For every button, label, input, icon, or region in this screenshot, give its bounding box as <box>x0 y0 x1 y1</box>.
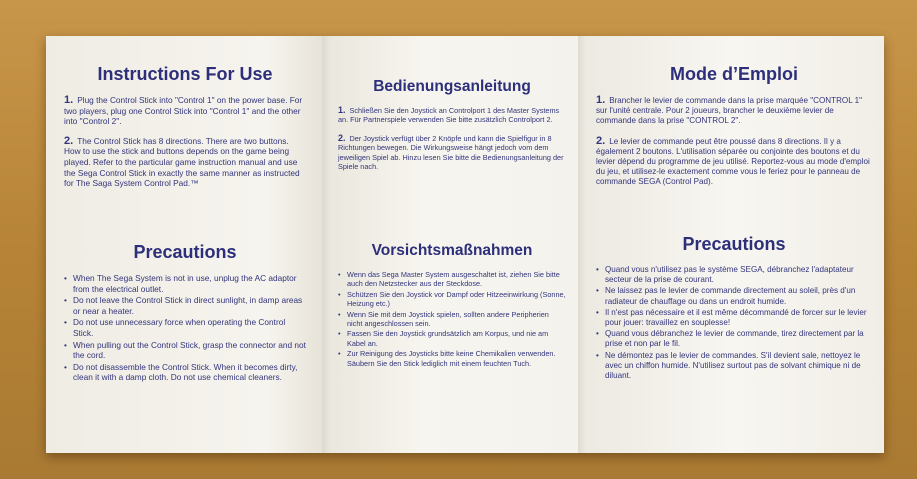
list-item: • Fassen Sie den Joystick grundsätzlich am Korpus, und nie am Kabel an. <box>338 329 566 348</box>
list-item: • Ne laissez pas le levier de commande directement au soleil, près d'un radiateur de chauffage ou dans un endroit humide. <box>596 286 872 306</box>
list-item: • Quand vous débranchez le levier de commande, tirez directement par la prise et non par le fil. <box>596 329 872 349</box>
step-number: 1. <box>596 94 606 106</box>
list-item: • Quand vous n'utilisez pas le système SEGA, débranchez l'adaptateur secteur de la prise de courant. <box>596 265 872 285</box>
precautions-title: Vorsichtsmaßnahmen <box>371 242 533 259</box>
mode-emploi-title: Mode d’Emploi <box>670 64 798 84</box>
precautions-section <box>322 242 578 369</box>
panel-english <box>46 36 322 453</box>
precautions-list <box>338 270 566 368</box>
step-number: 1. <box>64 94 74 106</box>
list-item: • Schützen Sie den Joystick vor Dampf oder Hitzeeinwirkung (Sonne, Heizung etc.) <box>338 290 566 309</box>
step-text: The Control Stick has 8 directions. There are two buttons. How to use the stick and buttons depends on the game being played. Refer to the particular game instruction manual and use the Sega Control Stick in exactly the same manner as instructed for The Saga System Control Pad.™ <box>64 135 300 189</box>
step-text: Plug the Control Stick into "Control 1" on the power base. For two players, plug one Control Stick into "Control 1" and the other into "Control 2". <box>64 95 303 127</box>
step-2 <box>64 136 306 189</box>
instruction-leaflet <box>46 36 884 453</box>
list-item: • Do not disassemble the Control Stick. When it becomes dirty, clean it with a damp cloth. Do not use chemical cleaners. <box>64 362 306 383</box>
step-text: Brancher le levier de commande dans la prise marquée "CONTROL 1" sur l'unité centrale. Pour 2 joueurs, brancher le deuxième levier de commande dans la prise "CONTROL 2". <box>596 96 863 126</box>
step-1 <box>64 95 306 127</box>
precautions-section <box>578 234 884 382</box>
panel-german <box>322 36 578 453</box>
bedienungsanleitung-title: Bedienungsanleitung <box>373 78 531 95</box>
list-item: • Wenn das Sega Master System ausgeschaltet ist, ziehen Sie bitte auch den Netzstecker aus der Steckdose. <box>338 270 566 289</box>
step-text: Schließen Sie den Joystick an Controlport 1 des Master Systems an. Für Partnerspiele verwenden Sie bitte zusätzlich Controlport 2. <box>338 106 560 125</box>
step-number: 1. <box>338 105 346 115</box>
precautions-title: Precautions <box>133 242 237 262</box>
list-item: • Do not use unnecessary force when operating the Control Stick. <box>64 317 306 338</box>
list-item: • Ne démontez pas le levier de commandes. S'il devient sale, nettoyez le avec un chiffon humide. N'utilisez surtout pas de solvant chimique ni de diluant. <box>596 351 872 382</box>
instructions-title: Instructions For Use <box>97 64 273 84</box>
precautions-list <box>64 273 306 383</box>
panel-french <box>578 36 884 453</box>
list-item: • Zur Reinigung des Joysticks bitte keine Chemikalien verwenden. Säubern Sie den Stick lediglich mit einem feuchten Tuch. <box>338 349 566 368</box>
step-number: 2. <box>596 134 606 147</box>
instructions-steps <box>338 106 566 171</box>
step-number: 2. <box>64 134 74 147</box>
precautions-section <box>46 242 322 384</box>
instructions-steps <box>596 95 872 188</box>
precautions-title: Precautions <box>682 234 786 254</box>
step-text: Le levier de commande peut être poussé dans 8 directions. Il y a également 2 boutons. L'utilisation séparée ou conjointe des boutons et du levier dépend du programme de jeu utilisé. Reportez-vous au mode d'emploi du jeu, et utilisez-le exactement comme vous le feriez pour le panneau de commande SEGA (Control Pad). <box>596 136 870 187</box>
list-item: • When The Sega System is not in use, unplug the AC adaptor from the electrical outlet. <box>64 273 306 294</box>
step-number: 2. <box>338 132 346 143</box>
list-item: • Il n'est pas nécessaire et il est même décommandé de forcer sur le levier pour jouer: travaillez en souplesse! <box>596 308 872 328</box>
step-2 <box>596 136 872 188</box>
instructions-steps <box>64 95 306 189</box>
step-1 <box>338 106 566 125</box>
precautions-list <box>596 265 872 381</box>
step-text: Der Joystick verfügt über 2 Knöpfe und kann die Spielfigur in 8 Richtungen bewegen. Die Wirkungsweise hängt jedoch vom dem jeweiligen Spiel ab. Hinzu lesen Sie bitte die Bedienungsanleitung der Spiele nach. <box>338 133 564 172</box>
list-item: • When pulling out the Control Stick, grasp the connector and not the cord. <box>64 340 306 361</box>
list-item: • Do not leave the Control Stick in direct sunlight, in damp areas or near a heater. <box>64 295 306 316</box>
step-1 <box>596 95 872 127</box>
step-2 <box>338 134 566 172</box>
list-item: • Wenn Sie mit dem Joystick spielen, sollten andere Peripherien nicht angeschlossen sein. <box>338 310 566 329</box>
